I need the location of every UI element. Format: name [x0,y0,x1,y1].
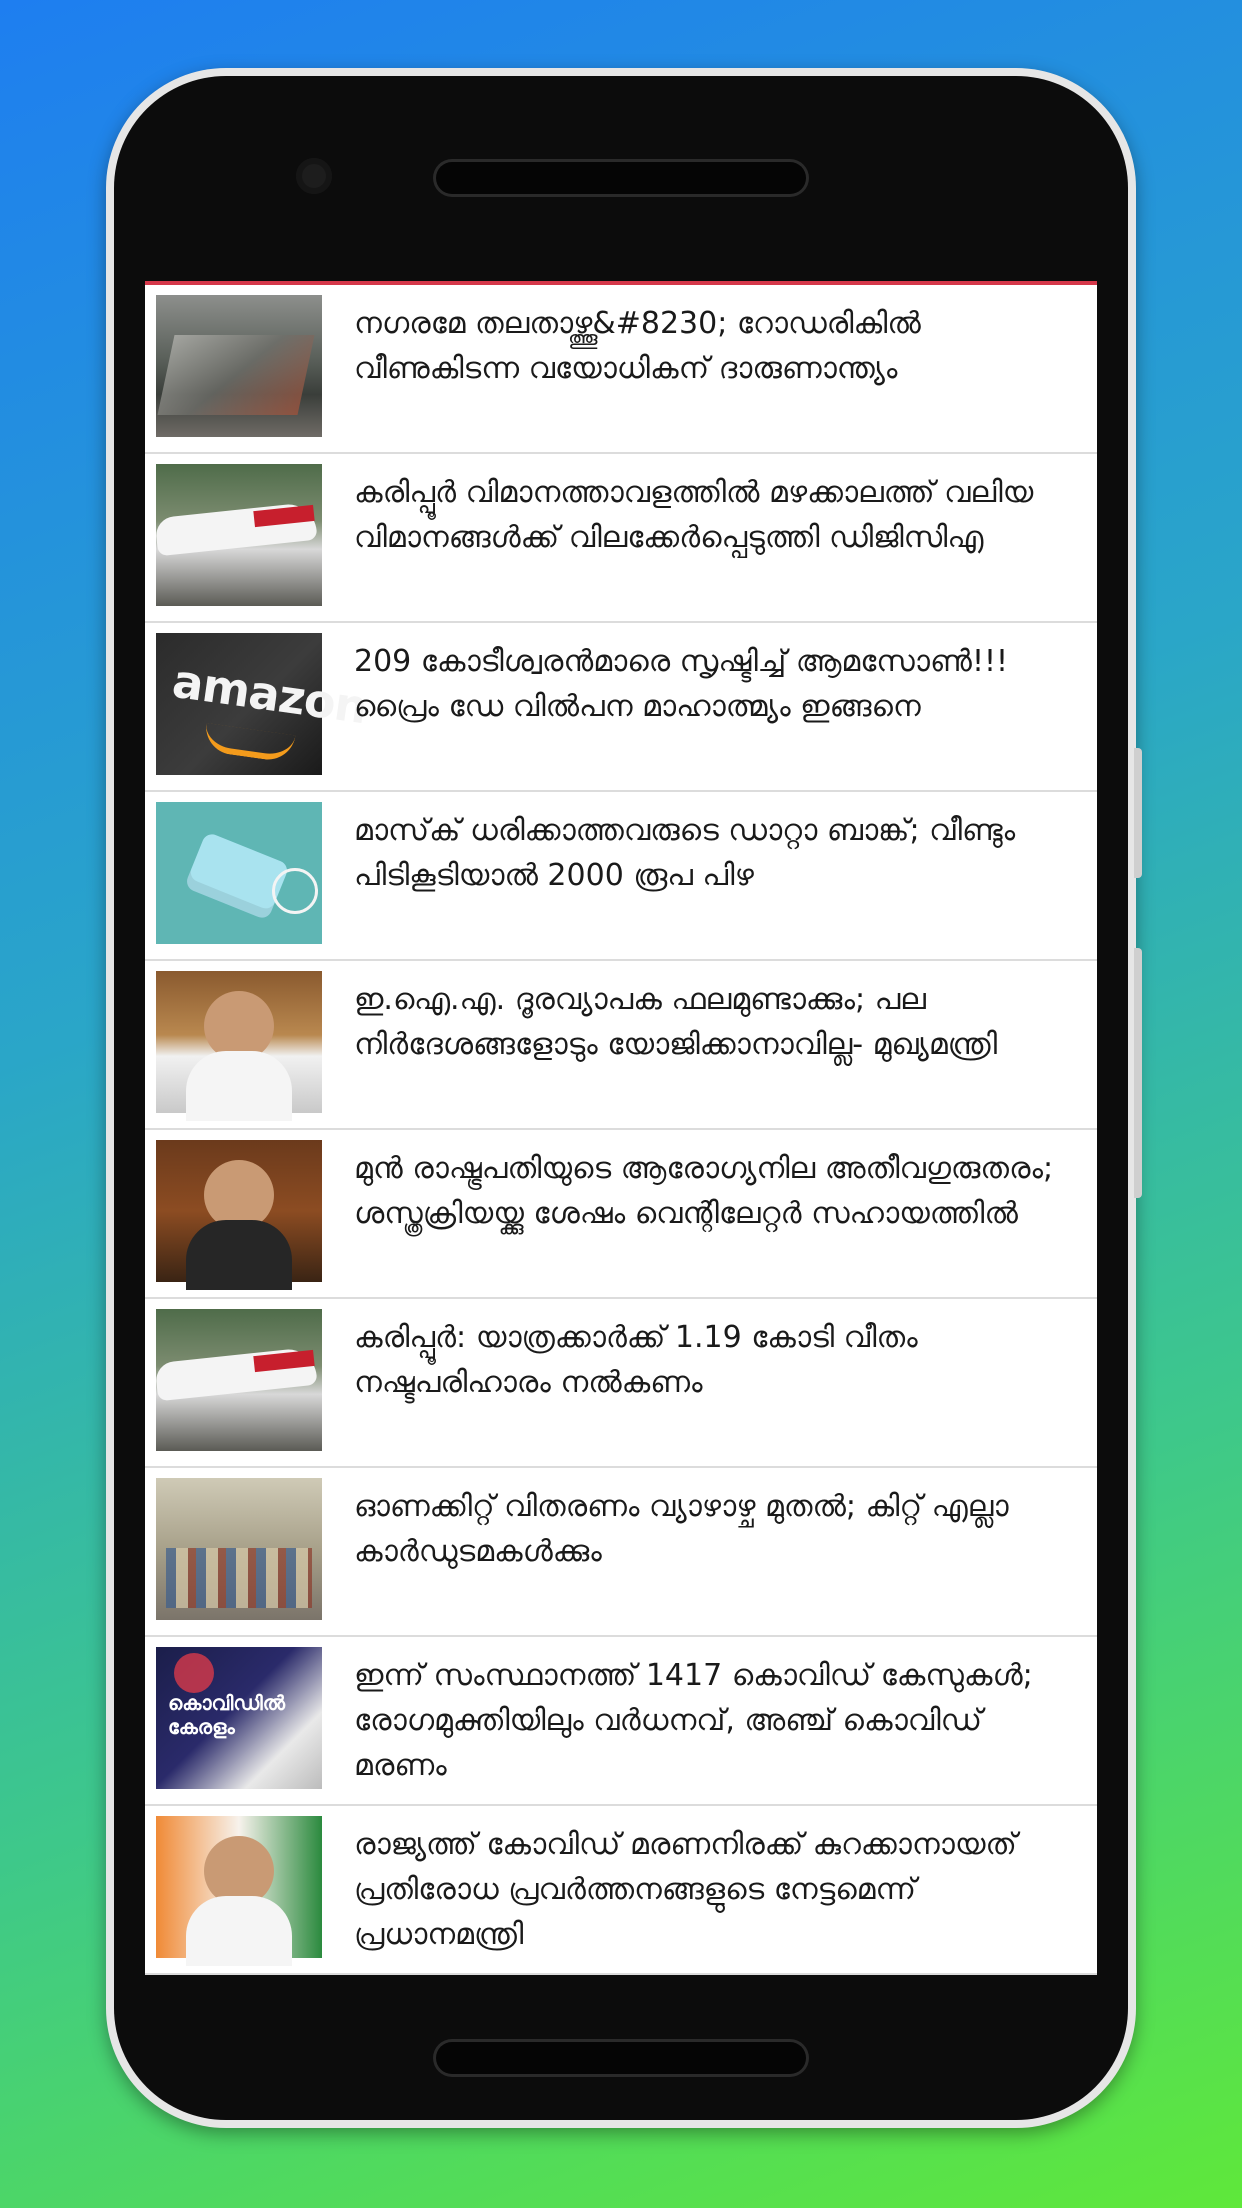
news-thumbnail[interactable] [156,295,322,437]
amazon-smile-icon [202,723,295,763]
news-headline[interactable]: കരിപ്പൂര്‍: യാത്രക്കാര്‍ക്ക് 1.19 കോടി വീതം നഷ്ടപരിഹാരം നല്‍കണം [354,1320,918,1400]
amazon-logo-text: amazon [169,653,370,735]
news-headline[interactable]: ഓണക്കിറ്റ് വിതരണം വ്യാഴാഴ്ച മുതല്‍; കിറ്റ് എല്ലാ കാര്‍ഡുടമകള്‍ക്കും [354,1489,1009,1569]
queue-crowd [166,1548,312,1608]
news-headline[interactable]: ഇ.ഐ.എ. ദൂരവ്യാപക ഫലമുണ്ടാക്കും; പല നിര്‍ദേശങ്ങളോടും യോജിക്കാനാവില്ല- മുഖ്യമന്ത്രി [354,982,998,1062]
bottom-speaker-icon [436,2042,806,2074]
news-thumbnail[interactable] [156,971,322,1113]
news-item[interactable] [145,1806,1097,1975]
news-thumbnail[interactable] [156,802,322,944]
face-mask-icon [184,831,290,920]
app-screen [145,281,1097,1952]
news-thumbnail[interactable] [156,1140,322,1282]
news-headline[interactable]: ഇന്ന് സംസ്ഥാനത്ത് 1417 കൊവിഡ് കേസുകള്‍; രോഗമുക്തിയിലും വര്‍ധനവ്, അഞ്ച് കൊവിഡ് മരണം [354,1658,1033,1783]
news-item[interactable] [145,285,1097,454]
news-item[interactable] [145,1637,1097,1806]
news-headline[interactable]: 209 കോടീശ്വരന്‍മാരെ സൃഷ്ടിച്ച് ആമസോണ്‍!!! പ്രൈം ഡേ വില്‍പന മാഹാത്മ്യം ഇങ്ങനെ [354,644,1009,724]
news-thumbnail[interactable] [156,1816,322,1958]
news-item[interactable] [145,1299,1097,1468]
person-body [186,1896,292,1966]
covid-graphic-text: കൊവിഡില്‍ കേരളം [168,1691,286,1739]
virus-icon [174,1653,214,1693]
news-thumbnail[interactable] [156,633,370,775]
news-item[interactable] [145,961,1097,1130]
news-thumbnail[interactable] [156,464,322,606]
news-headline[interactable]: മാസ്‌ക് ധരിക്കാത്തവരുടെ ഡാറ്റാ ബാങ്ക്; വീണ്ടും പിടികൂടിയാല്‍ 2000 രൂപ പിഴ [354,813,1016,893]
street-scene [157,335,314,415]
front-camera-icon [296,158,332,194]
news-item[interactable] [145,792,1097,961]
news-item[interactable] [145,1468,1097,1637]
news-thumbnail[interactable] [156,1647,322,1789]
news-list [145,285,1097,1975]
news-thumbnail[interactable] [156,1478,322,1620]
mask-strap [272,868,318,914]
news-headline[interactable]: രാജ്യത്ത് കോവിഡ് മരണനിരക്ക് കുറക്കാനായത് പ്രതിരോധ പ്രവര്‍ത്തനങ്ങളുടെ നേട്ടമെന്ന് പ്രധാനമന്ത്രി [354,1827,1017,1952]
news-item[interactable] [145,1130,1097,1299]
person-body [186,1220,292,1290]
news-thumbnail[interactable] [156,1309,322,1451]
top-speaker-icon [436,162,806,194]
news-headline[interactable]: കരിപ്പൂര്‍ വിമാനത്താവളത്തില്‍ മഴക്കാലത്ത് വലിയ വിമാനങ്ങള്‍ക്ക് വിലക്കേര്‍പ്പെടുത്തി ഡിജിസിഎ [354,475,1034,555]
power-button [1134,948,1142,1198]
news-item[interactable] [145,454,1097,623]
news-item[interactable] [145,623,1097,792]
volume-button [1134,748,1142,878]
news-headline[interactable]: മുന്‍ രാഷ്ട്രപതിയുടെ ആരോഗ്യനില അതീവഗുരുതരം; ശസ്ത്രക്രിയയ്ക്കു ശേഷം വെന്റിലേറ്റര്‍ സഹായത്തില്‍ [354,1151,1054,1231]
person-body [186,1051,292,1121]
news-headline[interactable]: നഗരമേ തലതാഴ്ത്തൂ&#8230; റോഡരികില്‍ വീണുകിടന്ന വയോധികന് ദാരുണാന്ത്യം [354,306,921,386]
